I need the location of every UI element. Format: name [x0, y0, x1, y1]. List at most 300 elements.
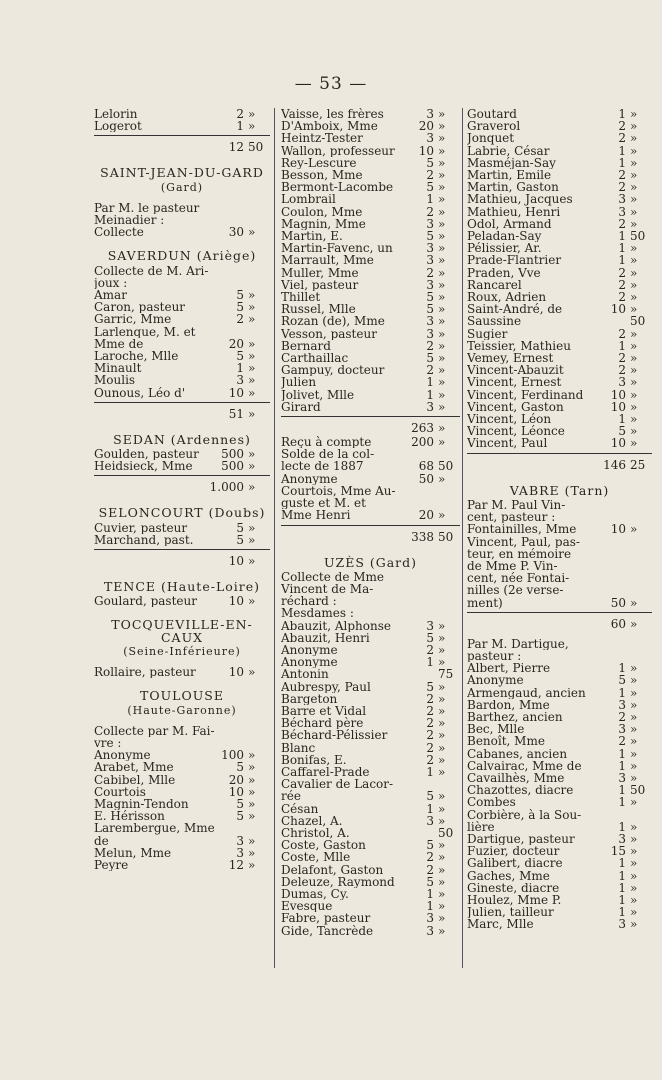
entry-amount: 2	[618, 277, 626, 292]
entry-cents: »	[630, 917, 638, 932]
entry-amount: 2	[618, 119, 626, 134]
entry-cents: 75	[438, 667, 454, 682]
entry-cents: »	[438, 143, 446, 158]
entry-name: Mathieu, Henri	[467, 205, 561, 218]
section-heading: TOULOUSE	[140, 688, 224, 704]
entry-cents: »	[630, 204, 638, 219]
entry-name: Wallon, professeur	[281, 144, 395, 157]
entry-name: Vincent, Ferdinand	[467, 388, 584, 401]
entry-amount: 5	[426, 874, 434, 889]
subtotal-row	[94, 555, 270, 569]
subtotal-row	[281, 422, 460, 436]
entry-amount: 10	[610, 522, 626, 537]
entry-cents: »	[630, 277, 638, 292]
entry-cents: »	[438, 838, 446, 853]
entry-row	[94, 387, 270, 399]
entry-amount: 10	[610, 387, 626, 402]
entry-row	[467, 735, 652, 747]
entry-name: Rey-Lescure	[281, 156, 357, 170]
entry-cents: »	[630, 722, 638, 737]
entry-row	[94, 822, 270, 834]
entry-amount: 2	[426, 728, 434, 743]
entry-name: Antonin	[281, 668, 329, 681]
entry-cents: »	[438, 740, 446, 755]
subtotal-row	[281, 531, 460, 545]
entry-name: Deleuze, Raymond	[281, 875, 395, 888]
entry-cents: »	[248, 809, 256, 824]
entry-name: Fabre, pasteur	[281, 912, 371, 925]
entry-name: Martin-Favenc, un	[281, 242, 393, 255]
entry-name: Chazottes, diacre	[467, 784, 574, 797]
entry-row	[94, 666, 270, 678]
entry-name: Prade-Flantrier	[467, 254, 562, 267]
entry-name: Mesdames :	[281, 607, 354, 620]
entry-amount: 3	[426, 314, 434, 329]
entry-amount: 5	[236, 288, 244, 303]
entry-name: rée	[281, 790, 301, 803]
entry-cents: »	[630, 265, 638, 280]
entry-amount: 5	[426, 789, 434, 804]
entry-name: Coste, Mlle	[281, 851, 351, 864]
entry-amount: 2	[426, 862, 434, 877]
entry-cents: »	[630, 795, 638, 810]
entry-cents: »	[248, 594, 256, 609]
entry-amount: 3	[618, 375, 626, 390]
entry-cents: »	[630, 831, 638, 846]
entry-row	[94, 595, 270, 607]
entry-name: Vincent, Paul, pas-	[467, 535, 580, 548]
section-heading: VABRE (Tarn)	[509, 482, 610, 498]
subtotal-cents: »	[438, 421, 446, 436]
entry-amount: 2	[426, 703, 434, 718]
entry-name: Corbière, à la Sou-	[467, 808, 582, 821]
entry-cents: »	[438, 801, 446, 816]
entry-cents: 50	[438, 459, 454, 474]
entry-cents: »	[438, 691, 446, 706]
entry-amount: 5	[426, 679, 434, 694]
page-number: — 53 —	[294, 74, 368, 94]
entry-cents: »	[630, 338, 638, 353]
entry-amount: 5	[618, 673, 626, 688]
entry-name: Martin, Gaston	[467, 181, 559, 194]
entry-name: Courtois, Mme Au-	[281, 484, 396, 498]
entry-cents: »	[438, 290, 446, 305]
entry-name: Evesque	[281, 900, 333, 913]
entry-name: Vesson, pasteur	[281, 327, 377, 340]
entry-name: de	[94, 834, 109, 847]
entry-row	[467, 796, 652, 808]
entry-amount: 1	[618, 241, 626, 256]
entry-name: Collecte de Mme	[281, 570, 385, 583]
entry-amount: 1	[426, 375, 434, 390]
entry-name: Girard	[281, 400, 321, 414]
entry-amount: 1	[618, 253, 626, 268]
entry-name: lecte de 1887	[281, 460, 364, 473]
entry-name: Lombrail	[281, 193, 336, 206]
entry-row	[281, 401, 460, 413]
entry-cents: »	[248, 361, 256, 376]
entry-amount: 2	[618, 734, 626, 749]
entry-cents: »	[630, 892, 638, 907]
entry-row	[281, 145, 460, 157]
entry-cents: »	[438, 911, 446, 926]
entry-row	[467, 870, 652, 882]
entry-amount: 2	[618, 131, 626, 146]
entry-cents: »	[630, 844, 638, 859]
entry-amount: 3	[618, 204, 626, 219]
entry-row	[94, 810, 270, 822]
entry-cents: »	[630, 758, 638, 773]
entry-amount: 30	[228, 225, 244, 240]
entry-cents: »	[630, 399, 638, 414]
entry-name: nilles (2e verse-	[467, 584, 564, 597]
entry-cents: »	[438, 216, 446, 231]
entry-cents: »	[438, 874, 446, 889]
entry-amount: 3	[426, 399, 434, 414]
entry-name: Bermont-Lacombe	[281, 181, 394, 194]
subtotal-amount: 10	[228, 554, 244, 569]
entry-row	[94, 774, 270, 786]
entry-cents: »	[248, 857, 256, 872]
entry-row	[467, 560, 652, 572]
entry-name: Vincent de Ma-	[281, 582, 374, 596]
subtotal-amount: 51	[228, 406, 244, 421]
entry-cents: »	[438, 119, 446, 134]
entry-cents: »	[438, 363, 446, 378]
entry-name: Chazel, A.	[281, 814, 343, 827]
section-heading: UZÈS (Gard)	[323, 554, 418, 570]
entry-row	[281, 595, 460, 607]
entry-amount: 20	[228, 336, 244, 351]
entry-amount: 5	[426, 351, 434, 366]
entry-name: Marchand, past.	[94, 533, 194, 547]
entry-name: Bernard	[281, 339, 331, 353]
entry-row	[281, 668, 460, 680]
entry-amount: 1	[426, 387, 434, 402]
entry-amount: 1	[426, 764, 434, 779]
section-heading: SAVERDUN (Ariège)	[107, 248, 257, 264]
entry-cents: »	[438, 399, 446, 414]
entry-name: Masméjan-Say	[467, 156, 556, 170]
entry-row	[467, 572, 652, 584]
entry-amount: 5	[236, 520, 244, 535]
entry-amount: 20	[418, 119, 434, 134]
entry-cents: »	[630, 119, 638, 134]
entry-row	[281, 912, 460, 924]
entry-name: Vincent, Léonce	[467, 425, 565, 438]
entry-amount: 2	[426, 752, 434, 767]
entry-row	[94, 120, 270, 132]
entry-amount: 10	[418, 143, 434, 158]
total-rule	[94, 402, 270, 405]
entry-amount: 1	[618, 107, 626, 121]
entry-cents: »	[438, 850, 446, 865]
entry-row	[94, 374, 270, 386]
entry-name: cent, pasteur :	[467, 511, 556, 524]
entry-row	[467, 536, 652, 548]
entry-amount: 5	[426, 155, 434, 170]
entry-name: Gide, Tancrède	[281, 924, 374, 937]
entry-amount: 68	[418, 459, 434, 474]
entry-amount: 5	[426, 290, 434, 305]
entry-name: Goulard, pasteur	[94, 595, 197, 608]
entry-row	[467, 267, 652, 279]
entry-row	[281, 132, 460, 144]
entry-cents: »	[630, 290, 638, 305]
entry-name: Anonyme	[281, 643, 338, 657]
entry-amount: 5	[236, 796, 244, 811]
entry-cents: »	[630, 131, 638, 146]
entry-name: Viel, pasteur	[281, 278, 359, 292]
entry-row	[467, 857, 652, 869]
entry-name: E. Hérisson	[94, 810, 165, 823]
entry-cents: »	[630, 326, 638, 341]
entry-name: Combes	[467, 796, 516, 809]
entry-cents: »	[630, 709, 638, 724]
entry-cents: »	[630, 868, 638, 883]
entry-amount: 1	[618, 880, 626, 895]
entry-name: Christol, A.	[281, 826, 350, 840]
entry-amount: 10	[228, 784, 244, 799]
entry-name: Bargeton	[281, 692, 338, 705]
subtotal-amount: 338	[411, 529, 434, 544]
entry-amount: 2	[236, 107, 244, 121]
entry-row	[94, 326, 270, 338]
entry-name: Logerot	[94, 120, 142, 133]
entry-name: Anonyme	[94, 749, 151, 762]
entry-row	[94, 202, 270, 214]
entry-name: réchard :	[281, 595, 337, 608]
entry-amount: 3	[618, 917, 626, 932]
entry-cents: »	[438, 923, 446, 938]
entry-name: Cabanes, ancien	[467, 747, 568, 760]
entry-amount: 10	[610, 436, 626, 451]
entry-cents: »	[438, 302, 446, 317]
entry-row	[281, 206, 460, 218]
entry-name: vre :	[94, 736, 122, 750]
entry-row	[281, 460, 460, 472]
entry-cents: »	[438, 253, 446, 268]
entry-row	[467, 918, 652, 930]
total-rule	[467, 453, 652, 456]
entry-name: D'Amboix, Mme	[281, 120, 378, 133]
column-right	[467, 108, 652, 931]
subtotal-row	[94, 481, 270, 495]
entry-cents: »	[438, 204, 446, 219]
entry-cents: »	[630, 673, 638, 688]
entry-cents: »	[630, 302, 638, 317]
entry-cents: »	[438, 107, 446, 121]
entry-name: Moulis	[94, 374, 136, 387]
entry-row	[281, 681, 460, 693]
entry-cents: »	[438, 168, 446, 183]
section-heading: TOCQUEVILLE-EN-CAUX	[111, 617, 253, 645]
entry-cents: »	[630, 351, 638, 366]
entry-row	[94, 534, 270, 546]
entry-amount: 2	[426, 740, 434, 755]
entry-amount: 2	[426, 691, 434, 706]
entry-row	[94, 460, 270, 472]
entry-amount: 100	[221, 748, 244, 763]
entry-cents: »	[248, 833, 256, 848]
entry-row	[281, 267, 460, 279]
subtotal-row	[94, 141, 270, 155]
entry-amount: 1	[618, 338, 626, 353]
entry-cents: »	[248, 300, 256, 315]
entry-cents: »	[438, 752, 446, 767]
entry-name: Saussine	[467, 315, 522, 328]
entry-cents: »	[438, 789, 446, 804]
entry-name: Solde de la col-	[281, 448, 375, 461]
entry-row	[467, 499, 652, 511]
entry-name: Ounous, Léo d'	[94, 386, 186, 399]
entry-row	[467, 437, 652, 449]
entry-amount: 5	[426, 302, 434, 317]
entry-amount: 1	[618, 661, 626, 676]
entry-name: Rozan (de), Mme	[281, 315, 385, 328]
entry-amount: 500	[221, 459, 244, 474]
entry-name: Peyre	[94, 858, 129, 872]
entry-cents: »	[438, 618, 446, 633]
entry-amount: 1	[426, 655, 434, 670]
entry-cents: »	[248, 336, 256, 351]
entry-row	[467, 523, 652, 535]
entry-amount: 3	[618, 722, 626, 737]
entry-name: Galibert, diacre	[467, 857, 563, 870]
entry-name: Goulden, pasteur	[94, 448, 199, 461]
entry-amount: 3	[618, 697, 626, 712]
entry-name: Labrie, César	[467, 144, 550, 157]
subtotal-row	[467, 618, 652, 632]
entry-name: Barthez, ancien	[467, 710, 563, 724]
entry-amount: 2	[618, 709, 626, 724]
entry-row	[467, 376, 652, 388]
entry-name: Minault	[94, 362, 142, 375]
entry-amount: 3	[618, 192, 626, 207]
entry-name: Caron, pasteur	[94, 301, 186, 314]
entry-amount: 200	[411, 435, 434, 450]
entry-row	[467, 132, 652, 144]
section-heading: SAINT-JEAN-DU-GARD	[100, 165, 264, 181]
section-heading: SEDAN (Ardennes)	[113, 431, 251, 447]
column-left	[94, 108, 270, 871]
entry-amount: 3	[618, 831, 626, 846]
entry-amount: 12	[228, 857, 244, 872]
entry-amount: 2	[426, 716, 434, 731]
entry-row	[467, 315, 652, 327]
entry-row	[467, 674, 652, 686]
entry-amount: 2	[618, 363, 626, 378]
entry-row	[467, 687, 652, 699]
entry-cents: »	[438, 180, 446, 195]
entry-name: Peladan-Say	[467, 230, 542, 243]
entry-name: Mathieu, Jacques	[467, 193, 573, 206]
subtotal-cents: »	[248, 554, 256, 569]
entry-amount: 2	[618, 180, 626, 195]
entry-cents: »	[248, 225, 256, 240]
entry-cents: »	[438, 131, 446, 146]
entry-cents: »	[438, 886, 446, 901]
entry-name: cent, née Fontai-	[467, 572, 570, 585]
entry-row	[94, 761, 270, 773]
entry-name: ment)	[467, 596, 503, 609]
entry-name: Meinadier :	[94, 214, 165, 227]
entry-name: Cuvier, pasteur	[94, 521, 188, 534]
entry-row	[467, 145, 652, 157]
entry-cents: »	[630, 216, 638, 231]
entry-name: Mme de	[94, 337, 144, 351]
entry-amount: 10	[228, 665, 244, 680]
entry-cents: »	[438, 862, 446, 877]
entry-amount: 50	[610, 595, 626, 610]
entry-cents: »	[248, 772, 256, 787]
entry-cents: »	[438, 471, 446, 486]
entry-cents: »	[248, 385, 256, 400]
entry-name: Larlenque, M. et	[94, 325, 196, 338]
entry-cents: »	[630, 180, 638, 195]
entry-name: Julien	[281, 376, 317, 389]
entry-row	[467, 303, 652, 315]
entry-amount: 3	[236, 845, 244, 860]
entry-amount: 20	[228, 772, 244, 787]
entry-row	[467, 206, 652, 218]
entry-cents: »	[438, 326, 446, 341]
entry-name: Houlez, Mme P.	[467, 893, 562, 907]
entry-name: Muller, Mme	[281, 266, 359, 279]
entry-amount: 5	[236, 349, 244, 364]
entry-amount: 1	[618, 143, 626, 158]
entry-name: Heintz-Tester	[281, 132, 363, 145]
entry-cents: »	[630, 107, 638, 121]
total-rule	[467, 612, 652, 615]
entry-name: Rollaire, pasteur	[94, 666, 196, 679]
entry-name: pasteur :	[467, 649, 522, 663]
column-middle	[281, 108, 460, 937]
entry-amount: 2	[618, 290, 626, 305]
entry-name: Vincent, Ernest	[467, 376, 562, 389]
entry-cents: »	[438, 375, 446, 390]
entry-name: Julien, tailleur	[467, 906, 554, 919]
entry-name: Par M. le pasteur	[94, 201, 200, 215]
entry-amount: 5	[236, 809, 244, 824]
entry-amount: 2	[426, 168, 434, 183]
entry-cents: »	[630, 168, 638, 183]
total-rule	[281, 416, 460, 419]
total-rule	[94, 549, 270, 552]
entry-row	[467, 638, 652, 650]
entry-cents: »	[630, 770, 638, 785]
entry-name: Amar	[94, 289, 127, 302]
entry-name: Magnin, Mme	[281, 217, 366, 231]
entry-name: Teissier, Mathieu	[467, 339, 571, 353]
entry-name: de Mme P. Vin-	[467, 559, 558, 573]
entry-amount: 2	[236, 312, 244, 327]
entry-name: Jonquet	[467, 132, 515, 145]
entry-amount: 10	[610, 302, 626, 317]
entry-name: Par M. Dartigue,	[467, 637, 569, 650]
entry-name: teur, en mémoire	[467, 547, 572, 560]
entry-amount: 2	[618, 216, 626, 231]
subtotal-cents: »	[248, 406, 256, 421]
subtotal-cents: 50	[248, 140, 264, 155]
entry-row	[281, 864, 460, 876]
entry-amount: 3	[426, 107, 434, 121]
entry-cents: »	[630, 746, 638, 761]
entry-name: Vincent, Léon	[467, 413, 552, 426]
subtotal-amount: 146	[603, 457, 626, 472]
subtotal-cents: »	[630, 616, 638, 631]
entry-name: Vincent, Paul	[467, 437, 548, 450]
